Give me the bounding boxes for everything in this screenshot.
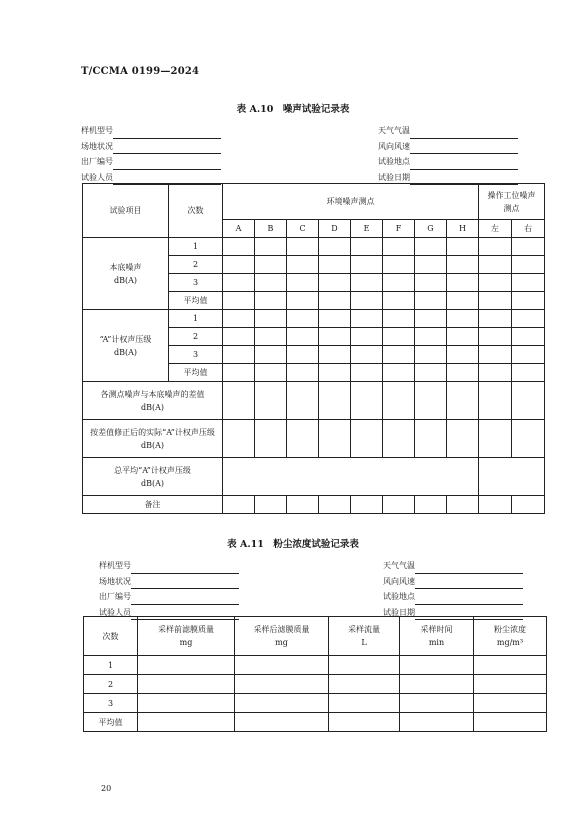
header-point-g: G <box>415 220 447 238</box>
meta-label: 样机型号 <box>81 126 113 135</box>
dust-concentration-table <box>83 616 547 732</box>
header-post-filter-mass: 采样后滤膜质量 mg <box>235 617 329 656</box>
header-point-d: D <box>319 220 351 238</box>
empty-cell <box>351 274 383 292</box>
empty-cell <box>479 274 512 292</box>
empty-cell <box>415 420 447 458</box>
empty-cell <box>351 346 383 364</box>
empty-cell <box>223 496 255 514</box>
fill-line <box>113 158 221 170</box>
fill-line <box>410 142 518 154</box>
table-a10-meta-left <box>81 123 221 185</box>
header-test-item: 试验项目 <box>83 184 169 238</box>
empty-cell <box>329 675 400 694</box>
empty-cell <box>474 656 547 675</box>
empty-cell <box>512 346 545 364</box>
empty-cell <box>287 496 319 514</box>
empty-cell <box>479 420 512 458</box>
header-dust-concentration: 粉尘浓度 mg/m³ <box>474 617 547 656</box>
fill-line <box>410 158 518 170</box>
empty-cell <box>223 364 255 382</box>
empty-cell <box>512 274 545 292</box>
empty-cell <box>287 274 319 292</box>
meta-label: 场地状况 <box>99 576 131 586</box>
table-a11-title: 表 A.11 粉尘浓度试验记录表 <box>227 539 359 550</box>
fill-line <box>415 562 523 574</box>
empty-cell <box>400 675 474 694</box>
header-sampling-time: 采样时间 min <box>400 617 474 656</box>
empty-cell <box>447 420 479 458</box>
empty-cell <box>319 420 351 458</box>
fill-line <box>131 577 239 589</box>
empty-cell <box>474 675 547 694</box>
meta-label: 天气气温 <box>378 126 410 135</box>
meta-label: 试验地点 <box>383 592 415 601</box>
empty-cell <box>255 346 287 364</box>
fill-line <box>410 127 518 139</box>
header-point-left: 左 <box>479 220 512 238</box>
count-cell: 3 <box>169 346 223 364</box>
empty-cell <box>512 256 545 274</box>
empty-cell <box>319 382 351 420</box>
count-cell: 1 <box>169 310 223 328</box>
meta-label: 试验人员 <box>99 607 131 617</box>
fill-line <box>131 593 239 605</box>
empty-cell <box>351 496 383 514</box>
empty-cell <box>287 292 319 310</box>
noise-record-table <box>82 183 545 514</box>
header-sampling-flow: 采样流量 L <box>329 617 400 656</box>
empty-cell <box>447 496 479 514</box>
count-cell: 2 <box>84 675 138 694</box>
header-pre-filter-mass: 采样前滤膜质量 mg <box>138 617 235 656</box>
empty-cell <box>415 292 447 310</box>
empty-cell <box>351 364 383 382</box>
empty-cell <box>447 292 479 310</box>
empty-cell <box>138 694 235 713</box>
table-a11-meta-right <box>383 558 523 620</box>
header-count: 次数 <box>84 617 138 656</box>
empty-cell <box>383 496 415 514</box>
empty-cell <box>319 496 351 514</box>
empty-cell <box>479 346 512 364</box>
row-background-noise: 本底噪声 dB(A) <box>83 238 169 310</box>
empty-cell <box>319 274 351 292</box>
empty-cell <box>512 292 545 310</box>
empty-cell <box>447 328 479 346</box>
empty-cell <box>415 274 447 292</box>
empty-cell <box>319 328 351 346</box>
empty-cell <box>287 238 319 256</box>
empty-cell <box>447 238 479 256</box>
meta-label: 出厂编号 <box>81 157 113 166</box>
count-cell: 3 <box>84 694 138 713</box>
empty-cell <box>474 713 547 732</box>
count-cell: 2 <box>169 328 223 346</box>
meta-label: 天气气温 <box>383 561 415 570</box>
empty-cell <box>447 310 479 328</box>
empty-cell <box>383 292 415 310</box>
empty-cell <box>351 382 383 420</box>
meta-label: 试验人员 <box>81 172 113 182</box>
empty-cell <box>255 238 287 256</box>
empty-cell <box>351 292 383 310</box>
empty-cell <box>415 382 447 420</box>
row-remark: 备注 <box>83 496 223 514</box>
empty-cell <box>512 382 545 420</box>
empty-cell <box>383 328 415 346</box>
row-a-weighted-spl: “A”计权声压级 dB(A) <box>83 310 169 382</box>
empty-cell <box>287 310 319 328</box>
empty-cell <box>447 382 479 420</box>
header-point-e: E <box>351 220 383 238</box>
empty-cell <box>383 274 415 292</box>
empty-cell <box>415 310 447 328</box>
fill-line <box>131 562 239 574</box>
empty-cell <box>255 364 287 382</box>
empty-cell <box>479 328 512 346</box>
empty-cell <box>329 694 400 713</box>
fill-line <box>113 142 221 154</box>
empty-cell <box>255 420 287 458</box>
empty-cell <box>235 656 329 675</box>
empty-cell <box>383 238 415 256</box>
empty-cell <box>287 346 319 364</box>
empty-cell <box>235 713 329 732</box>
empty-cell <box>235 675 329 694</box>
empty-cell <box>383 256 415 274</box>
header-point-b: B <box>255 220 287 238</box>
empty-cell <box>255 310 287 328</box>
empty-cell <box>512 420 545 458</box>
empty-cell <box>255 292 287 310</box>
empty-cell <box>400 713 474 732</box>
empty-cell <box>351 310 383 328</box>
empty-cell <box>319 238 351 256</box>
empty-cell <box>447 256 479 274</box>
header-count: 次数 <box>169 184 223 238</box>
empty-cell <box>329 713 400 732</box>
empty-cell <box>255 328 287 346</box>
empty-cell <box>512 496 545 514</box>
empty-cell <box>351 420 383 458</box>
meta-label: 出厂编号 <box>99 592 131 601</box>
empty-cell <box>223 328 255 346</box>
count-cell: 2 <box>169 256 223 274</box>
empty-cell <box>223 310 255 328</box>
empty-cell <box>479 458 545 496</box>
empty-cell <box>479 310 512 328</box>
empty-cell <box>479 292 512 310</box>
fill-line <box>415 577 523 589</box>
empty-cell <box>383 346 415 364</box>
empty-cell <box>255 496 287 514</box>
empty-cell <box>415 496 447 514</box>
fill-line <box>415 593 523 605</box>
row-total-average-spl: 总平均“A”计权声压级 dB(A) <box>83 458 223 496</box>
empty-cell <box>512 364 545 382</box>
header-point-c: C <box>287 220 319 238</box>
empty-cell <box>415 364 447 382</box>
empty-cell <box>287 382 319 420</box>
empty-cell <box>223 238 255 256</box>
empty-cell <box>319 292 351 310</box>
empty-cell <box>255 382 287 420</box>
count-cell: 1 <box>169 238 223 256</box>
empty-cell <box>329 656 400 675</box>
empty-cell <box>138 675 235 694</box>
empty-cell <box>415 256 447 274</box>
header-point-f: F <box>383 220 415 238</box>
row-difference: 各测点噪声与本底噪声的差值 dB(A) <box>83 382 223 420</box>
count-cell: 平均值 <box>169 364 223 382</box>
empty-cell <box>223 274 255 292</box>
empty-cell <box>447 364 479 382</box>
count-cell: 3 <box>169 274 223 292</box>
meta-label: 试验日期 <box>378 172 410 182</box>
empty-cell <box>255 274 287 292</box>
count-cell: 1 <box>84 656 138 675</box>
empty-cell <box>447 346 479 364</box>
empty-cell <box>479 256 512 274</box>
empty-cell <box>415 328 447 346</box>
empty-cell <box>287 328 319 346</box>
header-point-h: H <box>447 220 479 238</box>
meta-label: 试验地点 <box>378 157 410 166</box>
empty-cell <box>223 420 255 458</box>
empty-cell <box>319 346 351 364</box>
empty-cell <box>447 274 479 292</box>
empty-cell <box>138 656 235 675</box>
empty-cell <box>351 328 383 346</box>
empty-cell <box>223 292 255 310</box>
empty-cell <box>383 310 415 328</box>
empty-cell <box>383 382 415 420</box>
empty-cell <box>138 713 235 732</box>
empty-cell <box>512 310 545 328</box>
empty-cell <box>351 256 383 274</box>
header-operator-noise-points: 操作工位噪声 测点 <box>479 184 545 220</box>
header-env-noise-points: 环境噪声测点 <box>223 184 479 220</box>
fill-line <box>113 127 221 139</box>
table-a10-meta-right <box>378 123 518 185</box>
standard-code: T/CCMA 0199—2024 <box>81 66 200 77</box>
empty-cell <box>223 256 255 274</box>
empty-cell <box>255 256 287 274</box>
count-cell: 平均值 <box>84 713 138 732</box>
empty-cell <box>400 694 474 713</box>
empty-cell <box>223 382 255 420</box>
empty-cell <box>479 496 512 514</box>
header-point-a: A <box>223 220 255 238</box>
empty-cell <box>287 256 319 274</box>
table-a10-title: 表 A.10 噪声试验记录表 <box>236 104 350 115</box>
empty-cell <box>319 256 351 274</box>
count-cell: 平均值 <box>169 292 223 310</box>
meta-label: 风向风速 <box>378 141 410 151</box>
empty-cell <box>223 458 479 496</box>
meta-label: 样机型号 <box>99 561 131 570</box>
empty-cell <box>383 364 415 382</box>
empty-cell <box>512 328 545 346</box>
empty-cell <box>512 238 545 256</box>
empty-cell <box>400 656 474 675</box>
empty-cell <box>479 382 512 420</box>
empty-cell <box>223 346 255 364</box>
empty-cell <box>415 346 447 364</box>
meta-label: 场地状况 <box>81 141 113 151</box>
empty-cell <box>479 238 512 256</box>
empty-cell <box>319 310 351 328</box>
header-point-right: 右 <box>512 220 545 238</box>
empty-cell <box>287 420 319 458</box>
meta-label: 试验日期 <box>383 607 415 617</box>
table-a11-meta-left <box>99 558 239 620</box>
row-corrected-spl: 按差值修正后的实际“A”计权声压级 dB(A) <box>83 420 223 458</box>
empty-cell <box>351 238 383 256</box>
empty-cell <box>479 364 512 382</box>
empty-cell <box>383 420 415 458</box>
empty-cell <box>474 694 547 713</box>
empty-cell <box>235 694 329 713</box>
empty-cell <box>319 364 351 382</box>
meta-label: 风向风速 <box>383 576 415 586</box>
empty-cell <box>415 238 447 256</box>
page-number: 20 <box>101 784 112 793</box>
empty-cell <box>287 364 319 382</box>
